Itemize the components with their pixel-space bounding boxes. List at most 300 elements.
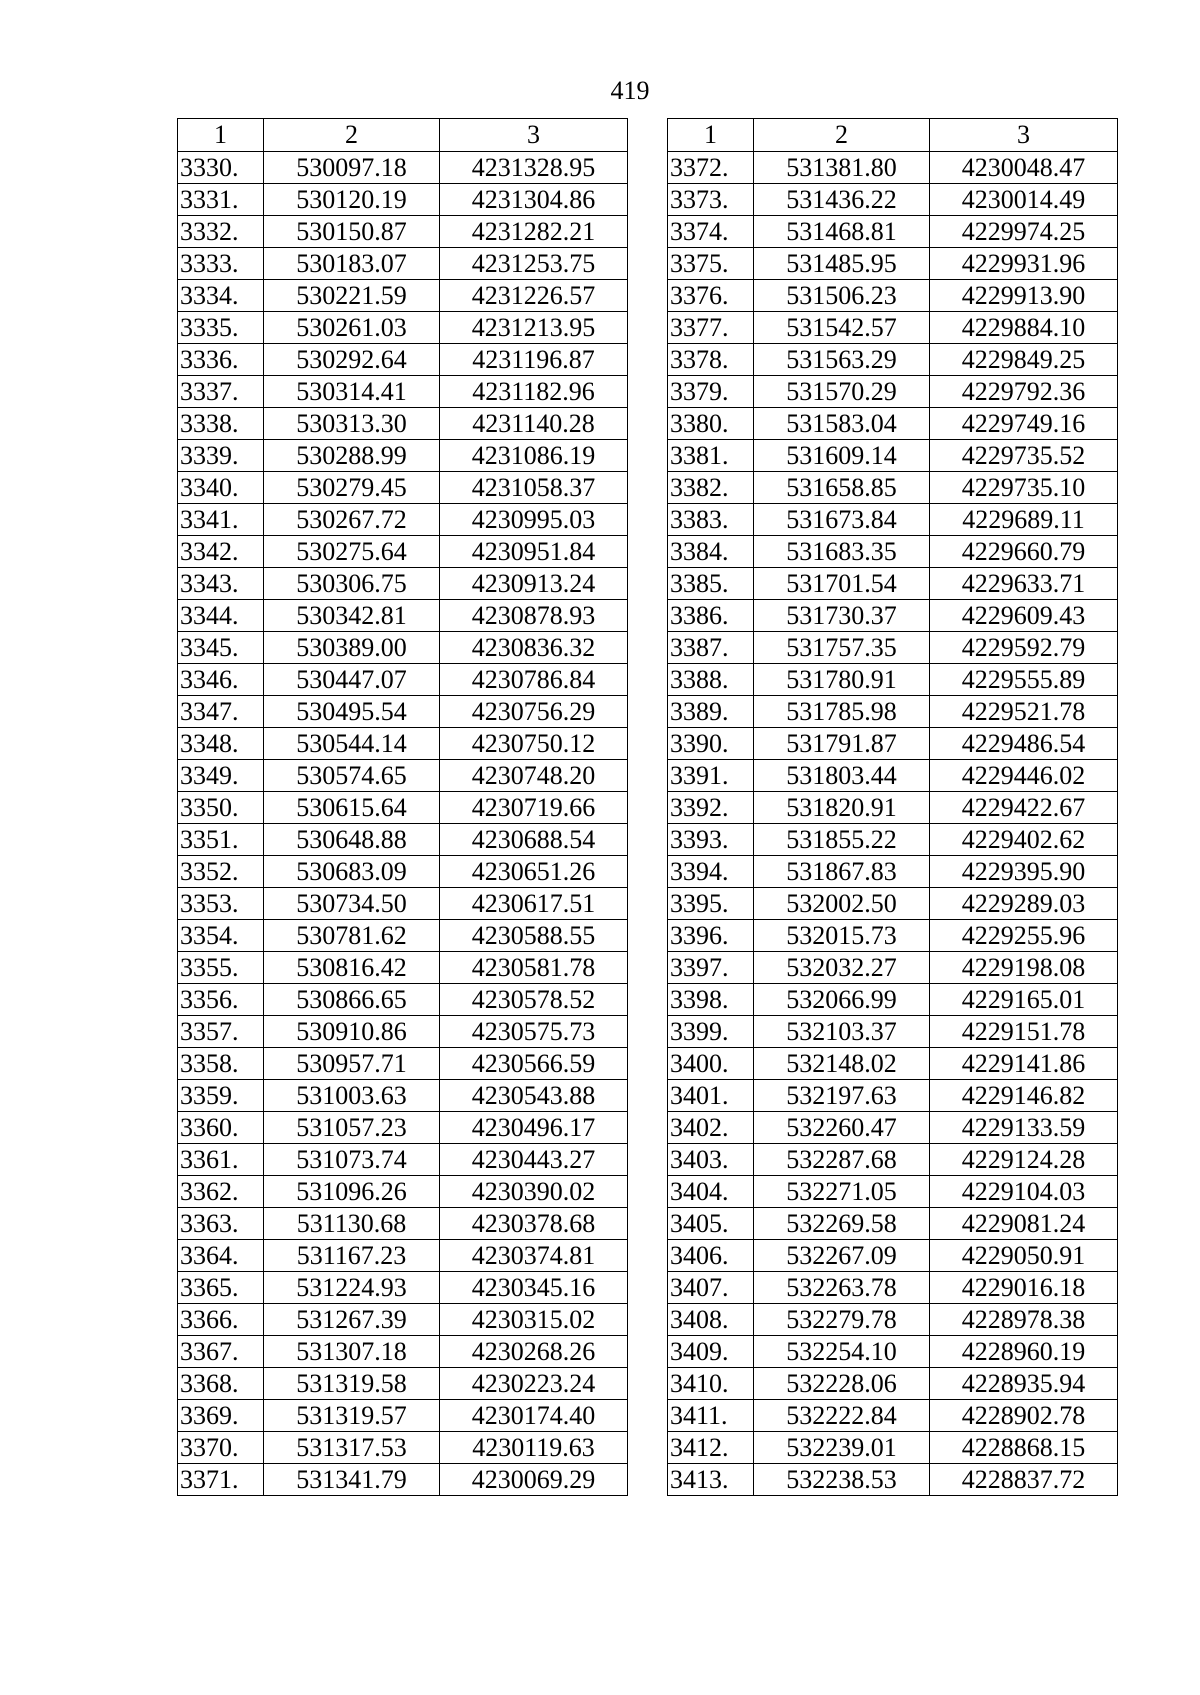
x-coordinate-cell: 530313.30 bbox=[264, 408, 440, 440]
point-number-cell: 3405. bbox=[668, 1208, 754, 1240]
x-coordinate-cell: 530734.50 bbox=[264, 888, 440, 920]
x-coordinate-cell: 531683.35 bbox=[754, 536, 930, 568]
table-row bbox=[178, 1048, 628, 1080]
point-number-cell: 3348. bbox=[178, 728, 264, 760]
point-number-cell: 3362. bbox=[178, 1176, 264, 1208]
x-coordinate-cell: 530495.54 bbox=[264, 696, 440, 728]
point-number-cell: 3391. bbox=[668, 760, 754, 792]
x-coordinate-cell: 530097.18 bbox=[264, 152, 440, 184]
table-row bbox=[178, 1016, 628, 1048]
table-row bbox=[178, 1176, 628, 1208]
y-coordinate-cell: 4230543.88 bbox=[440, 1080, 628, 1112]
x-coordinate-cell: 531803.44 bbox=[754, 760, 930, 792]
table-row bbox=[668, 536, 1118, 568]
x-coordinate-cell: 531096.26 bbox=[264, 1176, 440, 1208]
y-coordinate-cell: 4231058.37 bbox=[440, 472, 628, 504]
y-coordinate-cell: 4229165.01 bbox=[930, 984, 1118, 1016]
x-coordinate-cell: 530275.64 bbox=[264, 536, 440, 568]
y-coordinate-cell: 4230878.93 bbox=[440, 600, 628, 632]
y-coordinate-cell: 4230223.24 bbox=[440, 1368, 628, 1400]
table-header-row bbox=[668, 119, 1118, 152]
x-coordinate-cell: 531167.23 bbox=[264, 1240, 440, 1272]
point-number-cell: 3396. bbox=[668, 920, 754, 952]
y-coordinate-cell: 4230750.12 bbox=[440, 728, 628, 760]
table-row bbox=[668, 1112, 1118, 1144]
table-row bbox=[178, 408, 628, 440]
table-row bbox=[178, 472, 628, 504]
page-number: 419 bbox=[610, 76, 650, 105]
table-row bbox=[668, 1304, 1118, 1336]
y-coordinate-cell: 4230786.84 bbox=[440, 664, 628, 696]
y-coordinate-cell: 4231182.96 bbox=[440, 376, 628, 408]
point-number-cell: 3358. bbox=[178, 1048, 264, 1080]
point-number-cell: 3341. bbox=[178, 504, 264, 536]
x-coordinate-cell: 532269.58 bbox=[754, 1208, 930, 1240]
x-coordinate-cell: 531820.91 bbox=[754, 792, 930, 824]
y-coordinate-cell: 4230174.40 bbox=[440, 1400, 628, 1432]
point-number-cell: 3365. bbox=[178, 1272, 264, 1304]
y-coordinate-cell: 4228960.19 bbox=[930, 1336, 1118, 1368]
x-coordinate-cell: 531855.22 bbox=[754, 824, 930, 856]
x-coordinate-cell: 532267.09 bbox=[754, 1240, 930, 1272]
point-number-cell: 3350. bbox=[178, 792, 264, 824]
point-number-cell: 3343. bbox=[178, 568, 264, 600]
point-number-cell: 3381. bbox=[668, 440, 754, 472]
point-number-cell: 3374. bbox=[668, 216, 754, 248]
x-coordinate-cell: 530781.62 bbox=[264, 920, 440, 952]
table-row bbox=[178, 312, 628, 344]
table-row bbox=[668, 248, 1118, 280]
table-row bbox=[668, 984, 1118, 1016]
table-row bbox=[178, 152, 628, 184]
table-row bbox=[178, 344, 628, 376]
point-number-cell: 3390. bbox=[668, 728, 754, 760]
x-coordinate-cell: 531785.98 bbox=[754, 696, 930, 728]
y-coordinate-cell: 4230048.47 bbox=[930, 152, 1118, 184]
y-coordinate-cell: 4229660.79 bbox=[930, 536, 1118, 568]
table-row bbox=[668, 312, 1118, 344]
table-row bbox=[668, 504, 1118, 536]
x-coordinate-cell: 531341.79 bbox=[264, 1464, 440, 1496]
table-row bbox=[178, 984, 628, 1016]
x-coordinate-cell: 531658.85 bbox=[754, 472, 930, 504]
table-row bbox=[668, 152, 1118, 184]
table-row bbox=[178, 664, 628, 696]
point-number-cell: 3382. bbox=[668, 472, 754, 504]
x-coordinate-cell: 532032.27 bbox=[754, 952, 930, 984]
point-number-cell: 3334. bbox=[178, 280, 264, 312]
table-row bbox=[178, 248, 628, 280]
point-number-cell: 3356. bbox=[178, 984, 264, 1016]
x-coordinate-cell: 531701.54 bbox=[754, 568, 930, 600]
table-row bbox=[178, 376, 628, 408]
x-coordinate-cell: 530866.65 bbox=[264, 984, 440, 1016]
x-coordinate-cell: 532066.99 bbox=[754, 984, 930, 1016]
table-row bbox=[178, 1464, 628, 1496]
x-coordinate-cell: 530261.03 bbox=[264, 312, 440, 344]
point-number-cell: 3393. bbox=[668, 824, 754, 856]
table-row bbox=[178, 440, 628, 472]
table-row bbox=[178, 1144, 628, 1176]
point-number-cell: 3397. bbox=[668, 952, 754, 984]
x-coordinate-cell: 532103.37 bbox=[754, 1016, 930, 1048]
y-coordinate-cell: 4231282.21 bbox=[440, 216, 628, 248]
table-row bbox=[668, 632, 1118, 664]
x-coordinate-cell: 531570.29 bbox=[754, 376, 930, 408]
table-row bbox=[178, 184, 628, 216]
point-number-cell: 3373. bbox=[668, 184, 754, 216]
y-coordinate-cell: 4228978.38 bbox=[930, 1304, 1118, 1336]
x-coordinate-cell: 531780.91 bbox=[754, 664, 930, 696]
table-row bbox=[668, 600, 1118, 632]
y-coordinate-cell: 4229689.11 bbox=[930, 504, 1118, 536]
table-row bbox=[668, 344, 1118, 376]
point-number-cell: 3380. bbox=[668, 408, 754, 440]
y-coordinate-cell: 4230578.52 bbox=[440, 984, 628, 1016]
table-row bbox=[178, 536, 628, 568]
y-coordinate-cell: 4229133.59 bbox=[930, 1112, 1118, 1144]
table-row bbox=[668, 1016, 1118, 1048]
table-row bbox=[178, 696, 628, 728]
x-coordinate-cell: 531317.53 bbox=[264, 1432, 440, 1464]
column-header: 1 bbox=[668, 119, 754, 152]
x-coordinate-cell: 531673.84 bbox=[754, 504, 930, 536]
x-coordinate-cell: 531267.39 bbox=[264, 1304, 440, 1336]
table-row bbox=[668, 1080, 1118, 1112]
x-coordinate-cell: 530267.72 bbox=[264, 504, 440, 536]
table-row bbox=[178, 1208, 628, 1240]
column-header: 1 bbox=[178, 119, 264, 152]
table-row bbox=[178, 920, 628, 952]
point-number-cell: 3386. bbox=[668, 600, 754, 632]
point-number-cell: 3389. bbox=[668, 696, 754, 728]
y-coordinate-cell: 4230575.73 bbox=[440, 1016, 628, 1048]
y-coordinate-cell: 4229633.71 bbox=[930, 568, 1118, 600]
table-row bbox=[178, 728, 628, 760]
table-row bbox=[178, 792, 628, 824]
x-coordinate-cell: 530910.86 bbox=[264, 1016, 440, 1048]
x-coordinate-cell: 531791.87 bbox=[754, 728, 930, 760]
table-row bbox=[178, 1304, 628, 1336]
x-coordinate-cell: 531057.23 bbox=[264, 1112, 440, 1144]
point-number-cell: 3330. bbox=[178, 152, 264, 184]
point-number-cell: 3368. bbox=[178, 1368, 264, 1400]
table-row bbox=[178, 760, 628, 792]
x-coordinate-cell: 531319.57 bbox=[264, 1400, 440, 1432]
table-row bbox=[178, 216, 628, 248]
table-row bbox=[668, 376, 1118, 408]
point-number-cell: 3352. bbox=[178, 856, 264, 888]
point-number-cell: 3409. bbox=[668, 1336, 754, 1368]
point-number-cell: 3399. bbox=[668, 1016, 754, 1048]
point-number-cell: 3370. bbox=[178, 1432, 264, 1464]
table-row bbox=[178, 280, 628, 312]
point-number-cell: 3364. bbox=[178, 1240, 264, 1272]
y-coordinate-cell: 4231328.95 bbox=[440, 152, 628, 184]
x-coordinate-cell: 532287.68 bbox=[754, 1144, 930, 1176]
point-number-cell: 3333. bbox=[178, 248, 264, 280]
x-coordinate-cell: 531609.14 bbox=[754, 440, 930, 472]
y-coordinate-cell: 4230069.29 bbox=[440, 1464, 628, 1496]
y-coordinate-cell: 4230345.16 bbox=[440, 1272, 628, 1304]
x-coordinate-cell: 532260.47 bbox=[754, 1112, 930, 1144]
point-number-cell: 3346. bbox=[178, 664, 264, 696]
table-row bbox=[668, 1240, 1118, 1272]
table-row bbox=[668, 472, 1118, 504]
table-row bbox=[668, 664, 1118, 696]
y-coordinate-cell: 4230951.84 bbox=[440, 536, 628, 568]
table-row bbox=[668, 1048, 1118, 1080]
y-coordinate-cell: 4231140.28 bbox=[440, 408, 628, 440]
x-coordinate-cell: 530221.59 bbox=[264, 280, 440, 312]
y-coordinate-cell: 4231196.87 bbox=[440, 344, 628, 376]
x-coordinate-cell: 530816.42 bbox=[264, 952, 440, 984]
point-number-cell: 3383. bbox=[668, 504, 754, 536]
table-row bbox=[668, 856, 1118, 888]
x-coordinate-cell: 532263.78 bbox=[754, 1272, 930, 1304]
table-row bbox=[668, 760, 1118, 792]
point-number-cell: 3375. bbox=[668, 248, 754, 280]
point-number-cell: 3344. bbox=[178, 600, 264, 632]
table-row bbox=[178, 504, 628, 536]
x-coordinate-cell: 532002.50 bbox=[754, 888, 930, 920]
x-coordinate-cell: 530957.71 bbox=[264, 1048, 440, 1080]
x-coordinate-cell: 532015.73 bbox=[754, 920, 930, 952]
y-coordinate-cell: 4230588.55 bbox=[440, 920, 628, 952]
point-number-cell: 3398. bbox=[668, 984, 754, 1016]
point-number-cell: 3369. bbox=[178, 1400, 264, 1432]
y-coordinate-cell: 4230651.26 bbox=[440, 856, 628, 888]
table-row bbox=[178, 632, 628, 664]
table-row bbox=[668, 1368, 1118, 1400]
x-coordinate-cell: 531506.23 bbox=[754, 280, 930, 312]
point-number-cell: 3347. bbox=[178, 696, 264, 728]
point-number-cell: 3412. bbox=[668, 1432, 754, 1464]
y-coordinate-cell: 4229016.18 bbox=[930, 1272, 1118, 1304]
x-coordinate-cell: 531730.37 bbox=[754, 600, 930, 632]
table-row bbox=[178, 1080, 628, 1112]
point-number-cell: 3339. bbox=[178, 440, 264, 472]
y-coordinate-cell: 4230617.51 bbox=[440, 888, 628, 920]
point-number-cell: 3407. bbox=[668, 1272, 754, 1304]
table-row bbox=[668, 952, 1118, 984]
x-coordinate-cell: 530306.75 bbox=[264, 568, 440, 600]
y-coordinate-cell: 4230443.27 bbox=[440, 1144, 628, 1176]
table-row bbox=[668, 1336, 1118, 1368]
x-coordinate-cell: 530447.07 bbox=[264, 664, 440, 696]
y-coordinate-cell: 4229395.90 bbox=[930, 856, 1118, 888]
y-coordinate-cell: 4229792.36 bbox=[930, 376, 1118, 408]
y-coordinate-cell: 4229141.86 bbox=[930, 1048, 1118, 1080]
x-coordinate-cell: 532239.01 bbox=[754, 1432, 930, 1464]
point-number-cell: 3402. bbox=[668, 1112, 754, 1144]
point-number-cell: 3363. bbox=[178, 1208, 264, 1240]
y-coordinate-cell: 4230374.81 bbox=[440, 1240, 628, 1272]
x-coordinate-cell: 530648.88 bbox=[264, 824, 440, 856]
x-coordinate-cell: 531130.68 bbox=[264, 1208, 440, 1240]
y-coordinate-cell: 4229255.96 bbox=[930, 920, 1118, 952]
table-row bbox=[668, 920, 1118, 952]
table-row bbox=[178, 824, 628, 856]
y-coordinate-cell: 4229931.96 bbox=[930, 248, 1118, 280]
point-number-cell: 3406. bbox=[668, 1240, 754, 1272]
y-coordinate-cell: 4228837.72 bbox=[930, 1464, 1118, 1496]
y-coordinate-cell: 4229050.91 bbox=[930, 1240, 1118, 1272]
x-coordinate-cell: 532271.05 bbox=[754, 1176, 930, 1208]
y-coordinate-cell: 4228935.94 bbox=[930, 1368, 1118, 1400]
x-coordinate-cell: 530292.64 bbox=[264, 344, 440, 376]
table-row bbox=[668, 1272, 1118, 1304]
point-number-cell: 3332. bbox=[178, 216, 264, 248]
point-number-cell: 3377. bbox=[668, 312, 754, 344]
point-number-cell: 3394. bbox=[668, 856, 754, 888]
y-coordinate-cell: 4229486.54 bbox=[930, 728, 1118, 760]
table-row bbox=[668, 1144, 1118, 1176]
y-coordinate-cell: 4230913.24 bbox=[440, 568, 628, 600]
y-coordinate-cell: 4229402.62 bbox=[930, 824, 1118, 856]
x-coordinate-cell: 530389.00 bbox=[264, 632, 440, 664]
y-coordinate-cell: 4230390.02 bbox=[440, 1176, 628, 1208]
point-number-cell: 3392. bbox=[668, 792, 754, 824]
table-row bbox=[178, 1240, 628, 1272]
point-number-cell: 3404. bbox=[668, 1176, 754, 1208]
table-row bbox=[178, 1432, 628, 1464]
column-header: 2 bbox=[754, 119, 930, 152]
table-row bbox=[668, 280, 1118, 312]
table-row bbox=[178, 856, 628, 888]
y-coordinate-cell: 4229592.79 bbox=[930, 632, 1118, 664]
point-number-cell: 3331. bbox=[178, 184, 264, 216]
x-coordinate-cell: 531583.04 bbox=[754, 408, 930, 440]
y-coordinate-cell: 4231253.75 bbox=[440, 248, 628, 280]
x-coordinate-cell: 531073.74 bbox=[264, 1144, 440, 1176]
point-number-cell: 3351. bbox=[178, 824, 264, 856]
x-coordinate-cell: 531436.22 bbox=[754, 184, 930, 216]
y-coordinate-cell: 4230014.49 bbox=[930, 184, 1118, 216]
point-number-cell: 3387. bbox=[668, 632, 754, 664]
column-header: 3 bbox=[930, 119, 1118, 152]
table-row bbox=[178, 1336, 628, 1368]
y-coordinate-cell: 4229913.90 bbox=[930, 280, 1118, 312]
y-coordinate-cell: 4230756.29 bbox=[440, 696, 628, 728]
y-coordinate-cell: 4231213.95 bbox=[440, 312, 628, 344]
y-coordinate-cell: 4230566.59 bbox=[440, 1048, 628, 1080]
point-number-cell: 3337. bbox=[178, 376, 264, 408]
point-number-cell: 3359. bbox=[178, 1080, 264, 1112]
x-coordinate-cell: 532279.78 bbox=[754, 1304, 930, 1336]
table-row bbox=[178, 1112, 628, 1144]
y-coordinate-cell: 4229081.24 bbox=[930, 1208, 1118, 1240]
y-coordinate-cell: 4229735.10 bbox=[930, 472, 1118, 504]
table-row bbox=[668, 1208, 1118, 1240]
x-coordinate-cell: 530150.87 bbox=[264, 216, 440, 248]
y-coordinate-cell: 4228868.15 bbox=[930, 1432, 1118, 1464]
y-coordinate-cell: 4229555.89 bbox=[930, 664, 1118, 696]
table-row bbox=[668, 1176, 1118, 1208]
point-number-cell: 3410. bbox=[668, 1368, 754, 1400]
x-coordinate-cell: 530288.99 bbox=[264, 440, 440, 472]
point-number-cell: 3385. bbox=[668, 568, 754, 600]
point-number-cell: 3378. bbox=[668, 344, 754, 376]
table-row bbox=[668, 408, 1118, 440]
table-row bbox=[668, 184, 1118, 216]
x-coordinate-cell: 532148.02 bbox=[754, 1048, 930, 1080]
y-coordinate-cell: 4230268.26 bbox=[440, 1336, 628, 1368]
table-row bbox=[178, 568, 628, 600]
y-coordinate-cell: 4229521.78 bbox=[930, 696, 1118, 728]
point-number-cell: 3411. bbox=[668, 1400, 754, 1432]
table-row bbox=[178, 600, 628, 632]
point-number-cell: 3340. bbox=[178, 472, 264, 504]
point-number-cell: 3367. bbox=[178, 1336, 264, 1368]
y-coordinate-cell: 4229609.43 bbox=[930, 600, 1118, 632]
point-number-cell: 3335. bbox=[178, 312, 264, 344]
x-coordinate-cell: 530544.14 bbox=[264, 728, 440, 760]
x-coordinate-cell: 532197.63 bbox=[754, 1080, 930, 1112]
x-coordinate-cell: 531757.35 bbox=[754, 632, 930, 664]
y-coordinate-cell: 4231226.57 bbox=[440, 280, 628, 312]
x-coordinate-cell: 530279.45 bbox=[264, 472, 440, 504]
x-coordinate-cell: 530574.65 bbox=[264, 760, 440, 792]
right-coordinate-table bbox=[667, 118, 1118, 1496]
point-number-cell: 3366. bbox=[178, 1304, 264, 1336]
x-coordinate-cell: 531542.57 bbox=[754, 312, 930, 344]
x-coordinate-cell: 530615.64 bbox=[264, 792, 440, 824]
point-number-cell: 3353. bbox=[178, 888, 264, 920]
y-coordinate-cell: 4228902.78 bbox=[930, 1400, 1118, 1432]
y-coordinate-cell: 4229849.25 bbox=[930, 344, 1118, 376]
point-number-cell: 3401. bbox=[668, 1080, 754, 1112]
x-coordinate-cell: 532222.84 bbox=[754, 1400, 930, 1432]
y-coordinate-cell: 4231086.19 bbox=[440, 440, 628, 472]
table-row bbox=[668, 1464, 1118, 1496]
x-coordinate-cell: 531867.83 bbox=[754, 856, 930, 888]
x-coordinate-cell: 531224.93 bbox=[264, 1272, 440, 1304]
table-row bbox=[668, 696, 1118, 728]
x-coordinate-cell: 532254.10 bbox=[754, 1336, 930, 1368]
point-number-cell: 3360. bbox=[178, 1112, 264, 1144]
y-coordinate-cell: 4231304.86 bbox=[440, 184, 628, 216]
y-coordinate-cell: 4229974.25 bbox=[930, 216, 1118, 248]
table-row bbox=[668, 824, 1118, 856]
table-row bbox=[668, 1432, 1118, 1464]
table-row bbox=[668, 888, 1118, 920]
table-row bbox=[178, 1368, 628, 1400]
point-number-cell: 3372. bbox=[668, 152, 754, 184]
table-row bbox=[178, 952, 628, 984]
y-coordinate-cell: 4229198.08 bbox=[930, 952, 1118, 984]
y-coordinate-cell: 4230315.02 bbox=[440, 1304, 628, 1336]
table-row bbox=[668, 728, 1118, 760]
table-row bbox=[178, 1400, 628, 1432]
table-row bbox=[668, 1400, 1118, 1432]
point-number-cell: 3376. bbox=[668, 280, 754, 312]
x-coordinate-cell: 531319.58 bbox=[264, 1368, 440, 1400]
point-number-cell: 3357. bbox=[178, 1016, 264, 1048]
y-coordinate-cell: 4229124.28 bbox=[930, 1144, 1118, 1176]
point-number-cell: 3349. bbox=[178, 760, 264, 792]
y-coordinate-cell: 4230581.78 bbox=[440, 952, 628, 984]
point-number-cell: 3384. bbox=[668, 536, 754, 568]
point-number-cell: 3413. bbox=[668, 1464, 754, 1496]
table-row bbox=[178, 1272, 628, 1304]
x-coordinate-cell: 530683.09 bbox=[264, 856, 440, 888]
column-header: 3 bbox=[440, 119, 628, 152]
table-row bbox=[668, 568, 1118, 600]
point-number-cell: 3395. bbox=[668, 888, 754, 920]
x-coordinate-cell: 530342.81 bbox=[264, 600, 440, 632]
table-row bbox=[668, 216, 1118, 248]
